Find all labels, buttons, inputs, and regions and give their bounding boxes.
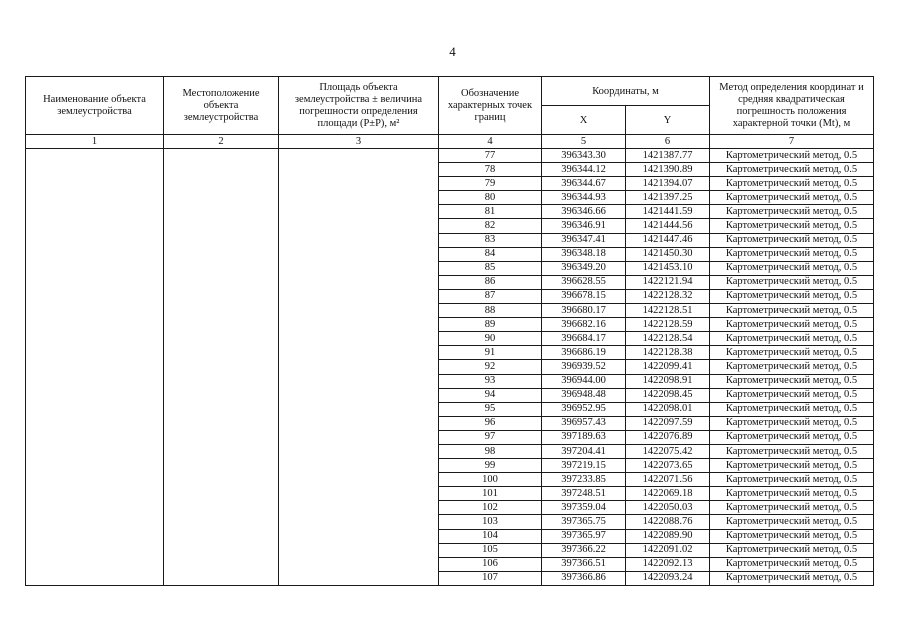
method-cell: Картометрический метод, 0.5 — [710, 149, 874, 163]
location-cell — [164, 149, 279, 586]
point-cell: 86 — [439, 275, 542, 289]
header-point-designation: Обозначение характерных точек границ — [439, 77, 542, 135]
x-cell: 396957.43 — [542, 416, 626, 430]
x-cell: 396678.15 — [542, 289, 626, 303]
x-cell: 396348.18 — [542, 247, 626, 261]
method-cell: Картометрический метод, 0.5 — [710, 402, 874, 416]
point-cell: 102 — [439, 501, 542, 515]
y-cell: 1422069.18 — [626, 487, 710, 501]
x-cell: 396347.41 — [542, 233, 626, 247]
point-cell: 88 — [439, 304, 542, 318]
y-cell: 1421397.25 — [626, 191, 710, 205]
y-cell: 1422093.24 — [626, 571, 710, 585]
x-cell: 396686.19 — [542, 346, 626, 360]
point-cell: 81 — [439, 205, 542, 219]
y-cell: 1421441.59 — [626, 205, 710, 219]
y-cell: 1422089.90 — [626, 529, 710, 543]
y-cell: 1422071.56 — [626, 473, 710, 487]
point-cell: 90 — [439, 332, 542, 346]
column-number: 1 — [26, 135, 164, 149]
point-cell: 77 — [439, 149, 542, 163]
method-cell: Картометрический метод, 0.5 — [710, 487, 874, 501]
method-cell: Картометрический метод, 0.5 — [710, 459, 874, 473]
method-cell: Картометрический метод, 0.5 — [710, 529, 874, 543]
x-cell: 396684.17 — [542, 332, 626, 346]
x-cell: 397365.75 — [542, 515, 626, 529]
x-cell: 397219.15 — [542, 459, 626, 473]
x-cell: 396344.12 — [542, 163, 626, 177]
point-cell: 91 — [439, 346, 542, 360]
y-cell: 1421394.07 — [626, 177, 710, 191]
header-location: Местоположение объекта землеустройства — [164, 77, 279, 135]
method-cell: Картометрический метод, 0.5 — [710, 543, 874, 557]
y-cell: 1422128.54 — [626, 332, 710, 346]
method-cell: Картометрический метод, 0.5 — [710, 515, 874, 529]
x-cell: 396682.16 — [542, 318, 626, 332]
x-cell: 396939.52 — [542, 360, 626, 374]
y-cell: 1422128.32 — [626, 289, 710, 303]
x-cell: 396349.20 — [542, 261, 626, 275]
x-cell: 396944.00 — [542, 374, 626, 388]
point-cell: 100 — [439, 473, 542, 487]
point-cell: 99 — [439, 459, 542, 473]
method-cell: Картометрический метод, 0.5 — [710, 205, 874, 219]
point-cell: 82 — [439, 219, 542, 233]
method-cell: Картометрический метод, 0.5 — [710, 247, 874, 261]
method-cell: Картометрический метод, 0.5 — [710, 473, 874, 487]
method-cell: Картометрический метод, 0.5 — [710, 219, 874, 233]
x-cell: 397366.22 — [542, 543, 626, 557]
point-cell: 104 — [439, 529, 542, 543]
column-number: 7 — [710, 135, 874, 149]
column-number: 4 — [439, 135, 542, 149]
method-cell: Картометрический метод, 0.5 — [710, 360, 874, 374]
method-cell: Картометрический метод, 0.5 — [710, 318, 874, 332]
x-cell: 397365.97 — [542, 529, 626, 543]
object-name-cell — [26, 149, 164, 586]
method-cell: Картометрический метод, 0.5 — [710, 444, 874, 458]
y-cell: 1421450.30 — [626, 247, 710, 261]
method-cell: Картометрический метод, 0.5 — [710, 191, 874, 205]
method-cell: Картометрический метод, 0.5 — [710, 416, 874, 430]
x-cell: 397366.86 — [542, 571, 626, 585]
point-cell: 97 — [439, 430, 542, 444]
y-cell: 1422128.38 — [626, 346, 710, 360]
y-cell: 1421387.77 — [626, 149, 710, 163]
y-cell: 1421444.56 — [626, 219, 710, 233]
point-cell: 96 — [439, 416, 542, 430]
y-cell: 1421390.89 — [626, 163, 710, 177]
point-cell: 107 — [439, 571, 542, 585]
point-cell: 79 — [439, 177, 542, 191]
x-cell: 396344.93 — [542, 191, 626, 205]
method-cell: Картометрический метод, 0.5 — [710, 275, 874, 289]
y-cell: 1422091.02 — [626, 543, 710, 557]
y-cell: 1422099.41 — [626, 360, 710, 374]
y-cell: 1421447.46 — [626, 233, 710, 247]
point-cell: 78 — [439, 163, 542, 177]
method-cell: Картометрический метод, 0.5 — [710, 430, 874, 444]
table-row — [26, 149, 874, 163]
point-cell: 94 — [439, 388, 542, 402]
column-number: 5 — [542, 135, 626, 149]
x-cell: 396680.17 — [542, 304, 626, 318]
method-cell: Картометрический метод, 0.5 — [710, 346, 874, 360]
x-cell: 397189.63 — [542, 430, 626, 444]
point-cell: 95 — [439, 402, 542, 416]
y-cell: 1422121.94 — [626, 275, 710, 289]
page-number: 4 — [449, 44, 456, 59]
x-cell: 396346.66 — [542, 205, 626, 219]
y-cell: 1422128.59 — [626, 318, 710, 332]
header-area: Площадь объекта землеустройства ± величина погрешности определения площади (P±P), м² — [279, 77, 439, 135]
column-number-row — [26, 135, 874, 149]
point-cell: 87 — [439, 289, 542, 303]
area-cell — [279, 149, 439, 586]
point-cell: 101 — [439, 487, 542, 501]
point-cell: 92 — [439, 360, 542, 374]
x-cell: 396344.67 — [542, 177, 626, 191]
x-cell: 396628.55 — [542, 275, 626, 289]
method-cell: Картометрический метод, 0.5 — [710, 332, 874, 346]
header-y: Y — [626, 106, 710, 135]
point-cell: 103 — [439, 515, 542, 529]
method-cell: Картометрический метод, 0.5 — [710, 177, 874, 191]
y-cell: 1422098.45 — [626, 388, 710, 402]
point-cell: 106 — [439, 557, 542, 571]
point-cell: 80 — [439, 191, 542, 205]
y-cell: 1422076.89 — [626, 430, 710, 444]
x-cell: 396346.91 — [542, 219, 626, 233]
point-cell: 105 — [439, 543, 542, 557]
y-cell: 1422097.59 — [626, 416, 710, 430]
y-cell: 1422098.01 — [626, 402, 710, 416]
x-cell: 397366.51 — [542, 557, 626, 571]
x-cell: 396952.95 — [542, 402, 626, 416]
x-cell: 397359.04 — [542, 501, 626, 515]
point-cell: 83 — [439, 233, 542, 247]
method-cell: Картометрический метод, 0.5 — [710, 374, 874, 388]
method-cell: Картометрический метод, 0.5 — [710, 163, 874, 177]
y-cell: 1422075.42 — [626, 444, 710, 458]
y-cell: 1422073.65 — [626, 459, 710, 473]
x-cell: 397204.41 — [542, 444, 626, 458]
method-cell: Картометрический метод, 0.5 — [710, 304, 874, 318]
method-cell: Картометрический метод, 0.5 — [710, 261, 874, 275]
y-cell: 1421453.10 — [626, 261, 710, 275]
header-x: X — [542, 106, 626, 135]
y-cell: 1422088.76 — [626, 515, 710, 529]
method-cell: Картометрический метод, 0.5 — [710, 557, 874, 571]
table-body — [26, 149, 874, 586]
method-cell: Картометрический метод, 0.5 — [710, 233, 874, 247]
x-cell: 396948.48 — [542, 388, 626, 402]
method-cell: Картометрический метод, 0.5 — [710, 388, 874, 402]
x-cell: 396343.30 — [542, 149, 626, 163]
coordinates-table — [25, 76, 874, 586]
method-cell: Картометрический метод, 0.5 — [710, 501, 874, 515]
y-cell: 1422050.03 — [626, 501, 710, 515]
point-cell: 93 — [439, 374, 542, 388]
point-cell: 89 — [439, 318, 542, 332]
x-cell: 397233.85 — [542, 473, 626, 487]
column-number: 3 — [279, 135, 439, 149]
column-number: 2 — [164, 135, 279, 149]
point-cell: 85 — [439, 261, 542, 275]
column-number: 6 — [626, 135, 710, 149]
point-cell: 84 — [439, 247, 542, 261]
method-cell: Картометрический метод, 0.5 — [710, 571, 874, 585]
y-cell: 1422128.51 — [626, 304, 710, 318]
header-method: Метод определения координат и средняя квадратическая погрешность положения характерной точки (Mt), м — [710, 77, 874, 135]
header-row — [26, 77, 874, 106]
y-cell: 1422098.91 — [626, 374, 710, 388]
header-coordinates: Координаты, м — [542, 77, 710, 106]
y-cell: 1422092.13 — [626, 557, 710, 571]
x-cell: 397248.51 — [542, 487, 626, 501]
point-cell: 98 — [439, 444, 542, 458]
method-cell: Картометрический метод, 0.5 — [710, 289, 874, 303]
header-object-name: Наименование объекта землеустройства — [26, 77, 164, 135]
